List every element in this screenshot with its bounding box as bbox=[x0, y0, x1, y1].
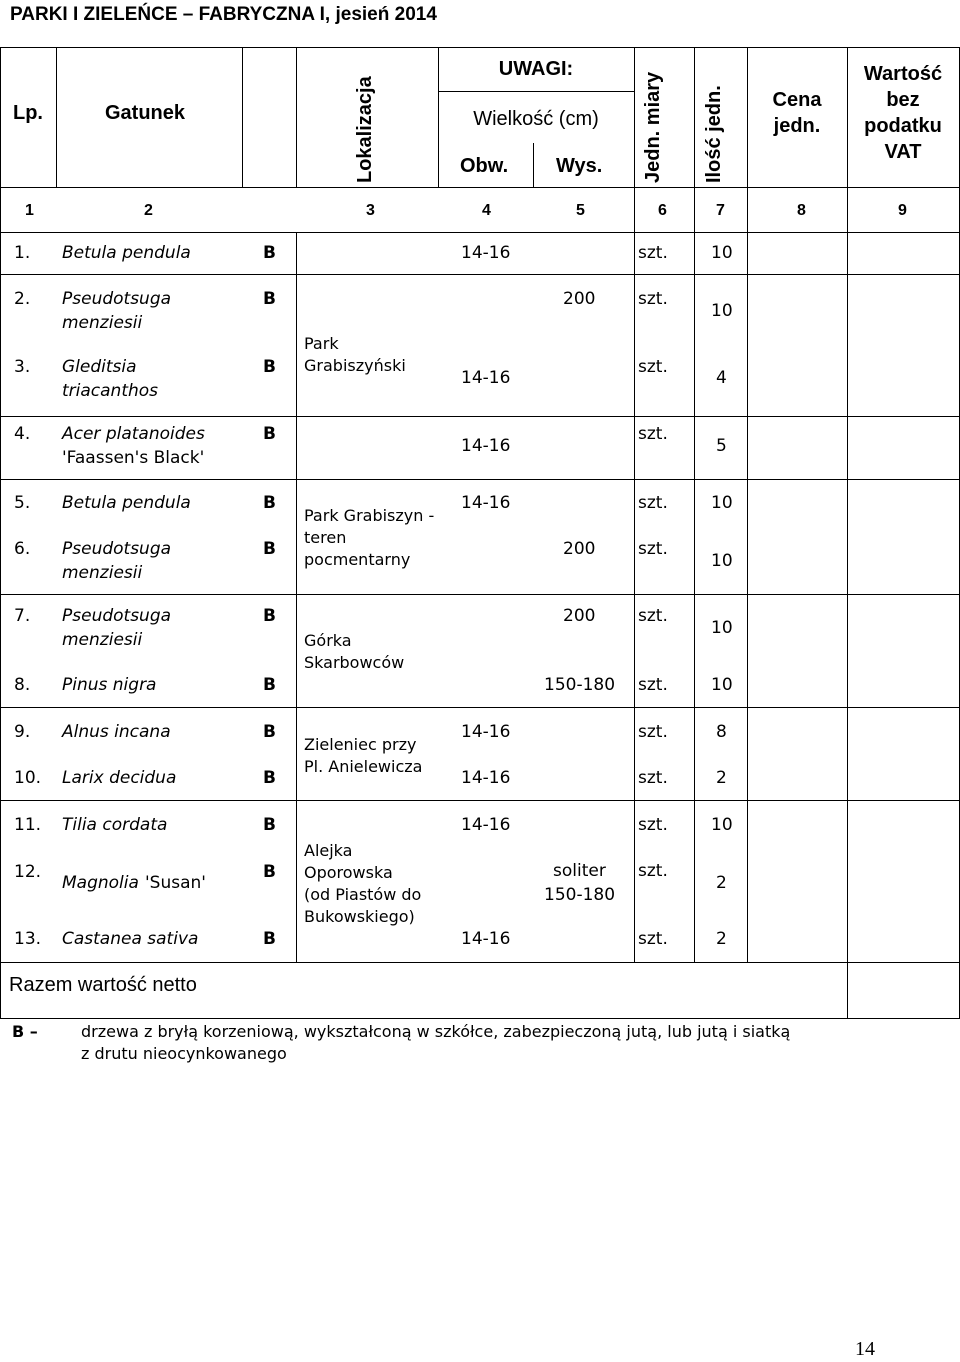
row-wys: 200 bbox=[563, 539, 596, 559]
row-cultivar: 'Susan' bbox=[145, 873, 206, 893]
row-unit: szt. bbox=[638, 357, 668, 377]
page-number: 14 bbox=[855, 1338, 875, 1360]
row-line bbox=[0, 274, 960, 275]
row-unit: szt. bbox=[638, 929, 668, 949]
row-qty: 10 bbox=[711, 551, 733, 571]
row-species: Pinus nigra bbox=[62, 675, 157, 695]
row-unit: szt. bbox=[638, 861, 668, 881]
header-cena-2: jedn. bbox=[773, 115, 821, 137]
row-b-code: B bbox=[263, 768, 276, 788]
row-species-2: menziesii bbox=[62, 563, 143, 583]
row-obw: 14-16 bbox=[461, 243, 511, 263]
header-cena-1: Cena bbox=[772, 89, 822, 111]
header-jedn-miary: Jedn. miary bbox=[642, 71, 664, 183]
col-number: 9 bbox=[898, 202, 907, 219]
legend-text-2: z drutu nieocynkowanego bbox=[81, 1044, 287, 1063]
row-obw: 14-16 bbox=[461, 768, 511, 788]
col-divider bbox=[296, 47, 297, 188]
location-label: Alejka bbox=[304, 841, 353, 860]
row-b-code: B bbox=[263, 493, 276, 513]
header-ilosc-jedn: Ilość jedn. bbox=[703, 85, 725, 183]
row-species: Pseudotsuga bbox=[62, 539, 172, 559]
row-qty: 10 bbox=[711, 493, 733, 513]
legend-text-1: drzewa z bryłą korzeniową, wykształconą w szkółce, zabezpieczoną jutą, lub jutą i siatką bbox=[81, 1022, 791, 1041]
row-species-2: menziesii bbox=[62, 313, 143, 333]
row-qty: 10 bbox=[711, 815, 733, 835]
row-lp: 2. bbox=[14, 289, 31, 309]
row-species: Pseudotsuga bbox=[62, 289, 172, 309]
col-number: 1 bbox=[25, 202, 34, 219]
row-b-code: B bbox=[263, 424, 276, 444]
location-label: Zieleniec przy bbox=[304, 735, 417, 754]
row-lp: 9. bbox=[14, 722, 31, 742]
row-lp: 8. bbox=[14, 675, 31, 695]
row-species: Tilia cordata bbox=[62, 815, 168, 835]
uwagi-divider bbox=[438, 91, 634, 92]
col-number: 3 bbox=[366, 202, 375, 219]
row-line bbox=[0, 479, 960, 480]
row-qty: 5 bbox=[716, 436, 727, 456]
table-border-left bbox=[0, 47, 1, 1018]
header-lokalizacja: Lokalizacja bbox=[354, 76, 376, 183]
col-divider bbox=[56, 47, 57, 188]
row-lp: 7. bbox=[14, 606, 31, 626]
row-lp: 1. bbox=[14, 243, 31, 263]
header-wartosc-1: Wartość bbox=[863, 63, 943, 85]
row-wys: soliter bbox=[553, 861, 606, 881]
row-species: Magnolia bbox=[62, 873, 139, 893]
table-border-bottom bbox=[0, 1018, 960, 1019]
row-qty: 2 bbox=[716, 768, 727, 788]
location-label: Park bbox=[304, 334, 339, 353]
row-wys: 150-180 bbox=[544, 675, 616, 695]
legend-key: B – bbox=[12, 1022, 38, 1041]
location-label: Park Grabiszyn - bbox=[304, 506, 435, 525]
row-obw: 14-16 bbox=[461, 722, 511, 742]
row-b-code: B bbox=[263, 675, 276, 695]
row-wys-2: 150-180 bbox=[544, 885, 616, 905]
row-species: Gleditsia bbox=[62, 357, 137, 377]
row-b-code: B bbox=[263, 243, 276, 263]
row-line bbox=[0, 800, 960, 801]
col-number: 7 bbox=[716, 202, 725, 219]
row-qty: 10 bbox=[711, 301, 733, 321]
row-obw: 14-16 bbox=[461, 815, 511, 835]
location-label: pocmentarny bbox=[304, 550, 411, 569]
row-obw: 14-16 bbox=[461, 436, 511, 456]
row-line bbox=[0, 416, 960, 417]
row-lp: 10. bbox=[14, 768, 42, 788]
row-b-code: B bbox=[263, 357, 276, 377]
col-divider bbox=[747, 47, 748, 962]
col-divider bbox=[296, 232, 297, 962]
row-species: Acer platanoides bbox=[62, 424, 205, 444]
row-lp: 13. bbox=[14, 929, 42, 949]
row-qty: 10 bbox=[711, 243, 733, 263]
header-wys: Wys. bbox=[556, 155, 603, 177]
row-lp: 4. bbox=[14, 424, 31, 444]
row-qty: 2 bbox=[716, 873, 727, 893]
col-divider bbox=[847, 47, 848, 1018]
header-lp: Lp. bbox=[13, 102, 43, 124]
header-wartosc-2: bez bbox=[886, 89, 920, 111]
col-number: 4 bbox=[482, 202, 491, 219]
numbers-bottom-line bbox=[0, 232, 960, 233]
location-label: Skarbowców bbox=[304, 653, 405, 672]
header-wielkosc: Wielkość (cm) bbox=[473, 108, 599, 130]
location-label: Górka bbox=[304, 631, 352, 650]
row-unit: szt. bbox=[638, 424, 668, 444]
row-b-code: B bbox=[263, 815, 276, 835]
row-unit: szt. bbox=[638, 815, 668, 835]
header-wartosc-4: VAT bbox=[884, 141, 922, 163]
row-obw: 14-16 bbox=[461, 493, 511, 513]
row-unit: szt. bbox=[638, 722, 668, 742]
row-obw: 14-16 bbox=[461, 368, 511, 388]
row-line bbox=[0, 707, 960, 708]
row-unit: szt. bbox=[638, 675, 668, 695]
row-line bbox=[0, 594, 960, 595]
location-label: teren bbox=[304, 528, 347, 547]
col-divider bbox=[242, 47, 243, 188]
total-net-label: Razem wartość netto bbox=[9, 974, 197, 996]
row-b-code: B bbox=[263, 862, 276, 882]
row-species: Castanea sativa bbox=[62, 929, 199, 949]
col-number: 6 bbox=[658, 202, 667, 219]
col-number: 8 bbox=[797, 202, 806, 219]
row-unit: szt. bbox=[638, 289, 668, 309]
row-species: Betula pendula bbox=[62, 243, 191, 263]
row-qty: 8 bbox=[716, 722, 727, 742]
row-b-code: B bbox=[263, 929, 276, 949]
row-lp: 11. bbox=[14, 815, 42, 835]
row-lp: 5. bbox=[14, 493, 31, 513]
row-lp: 3. bbox=[14, 357, 31, 377]
location-label: (od Piastów do bbox=[304, 885, 422, 904]
header-wartosc-3: podatku bbox=[864, 115, 942, 137]
row-species: Pseudotsuga bbox=[62, 606, 172, 626]
row-obw: 14-16 bbox=[461, 929, 511, 949]
table-border-top bbox=[0, 47, 960, 48]
row-unit: szt. bbox=[638, 606, 668, 626]
row-qty: 10 bbox=[711, 618, 733, 638]
col-number: 2 bbox=[144, 202, 153, 219]
location-label: Oporowska bbox=[304, 863, 393, 882]
row-species: Alnus incana bbox=[62, 722, 171, 742]
row-lp: 6. bbox=[14, 539, 31, 559]
row-species-2: triacanthos bbox=[62, 381, 159, 401]
location-label: Bukowskiego) bbox=[304, 907, 415, 926]
col-number: 5 bbox=[576, 202, 585, 219]
row-qty: 2 bbox=[716, 929, 727, 949]
row-unit: szt. bbox=[638, 768, 668, 788]
row-unit: szt. bbox=[638, 243, 668, 263]
row-species: Betula pendula bbox=[62, 493, 191, 513]
row-cultivar: 'Faassen's Black' bbox=[62, 448, 205, 468]
location-label: Pl. Anielewicza bbox=[304, 757, 423, 776]
row-qty: 4 bbox=[716, 368, 727, 388]
row-b-code: B bbox=[263, 539, 276, 559]
row-lp: 12. bbox=[14, 862, 42, 882]
row-wys: 200 bbox=[563, 606, 596, 626]
row-b-code: B bbox=[263, 289, 276, 309]
row-unit: szt. bbox=[638, 539, 668, 559]
row-wys: 200 bbox=[563, 289, 596, 309]
row-species: Larix decidua bbox=[62, 768, 177, 788]
row-unit: szt. bbox=[638, 493, 668, 513]
row-line bbox=[0, 962, 960, 963]
header-bottom-line bbox=[0, 187, 960, 188]
row-species-2: menziesii bbox=[62, 630, 143, 650]
location-label: Grabiszyński bbox=[304, 356, 406, 375]
header-obw: Obw. bbox=[460, 155, 509, 177]
document-title: PARKI I ZIELEŃCE – FABRYCZNA I, jesień 2014 bbox=[10, 4, 437, 25]
header-uwagi: UWAGI: bbox=[498, 58, 574, 80]
row-b-code: B bbox=[263, 722, 276, 742]
col-divider bbox=[694, 47, 695, 962]
row-b-code: B bbox=[263, 606, 276, 626]
col-divider bbox=[533, 143, 534, 187]
header-gatunek: Gatunek bbox=[105, 102, 186, 124]
col-divider bbox=[634, 47, 635, 962]
row-qty: 10 bbox=[711, 675, 733, 695]
